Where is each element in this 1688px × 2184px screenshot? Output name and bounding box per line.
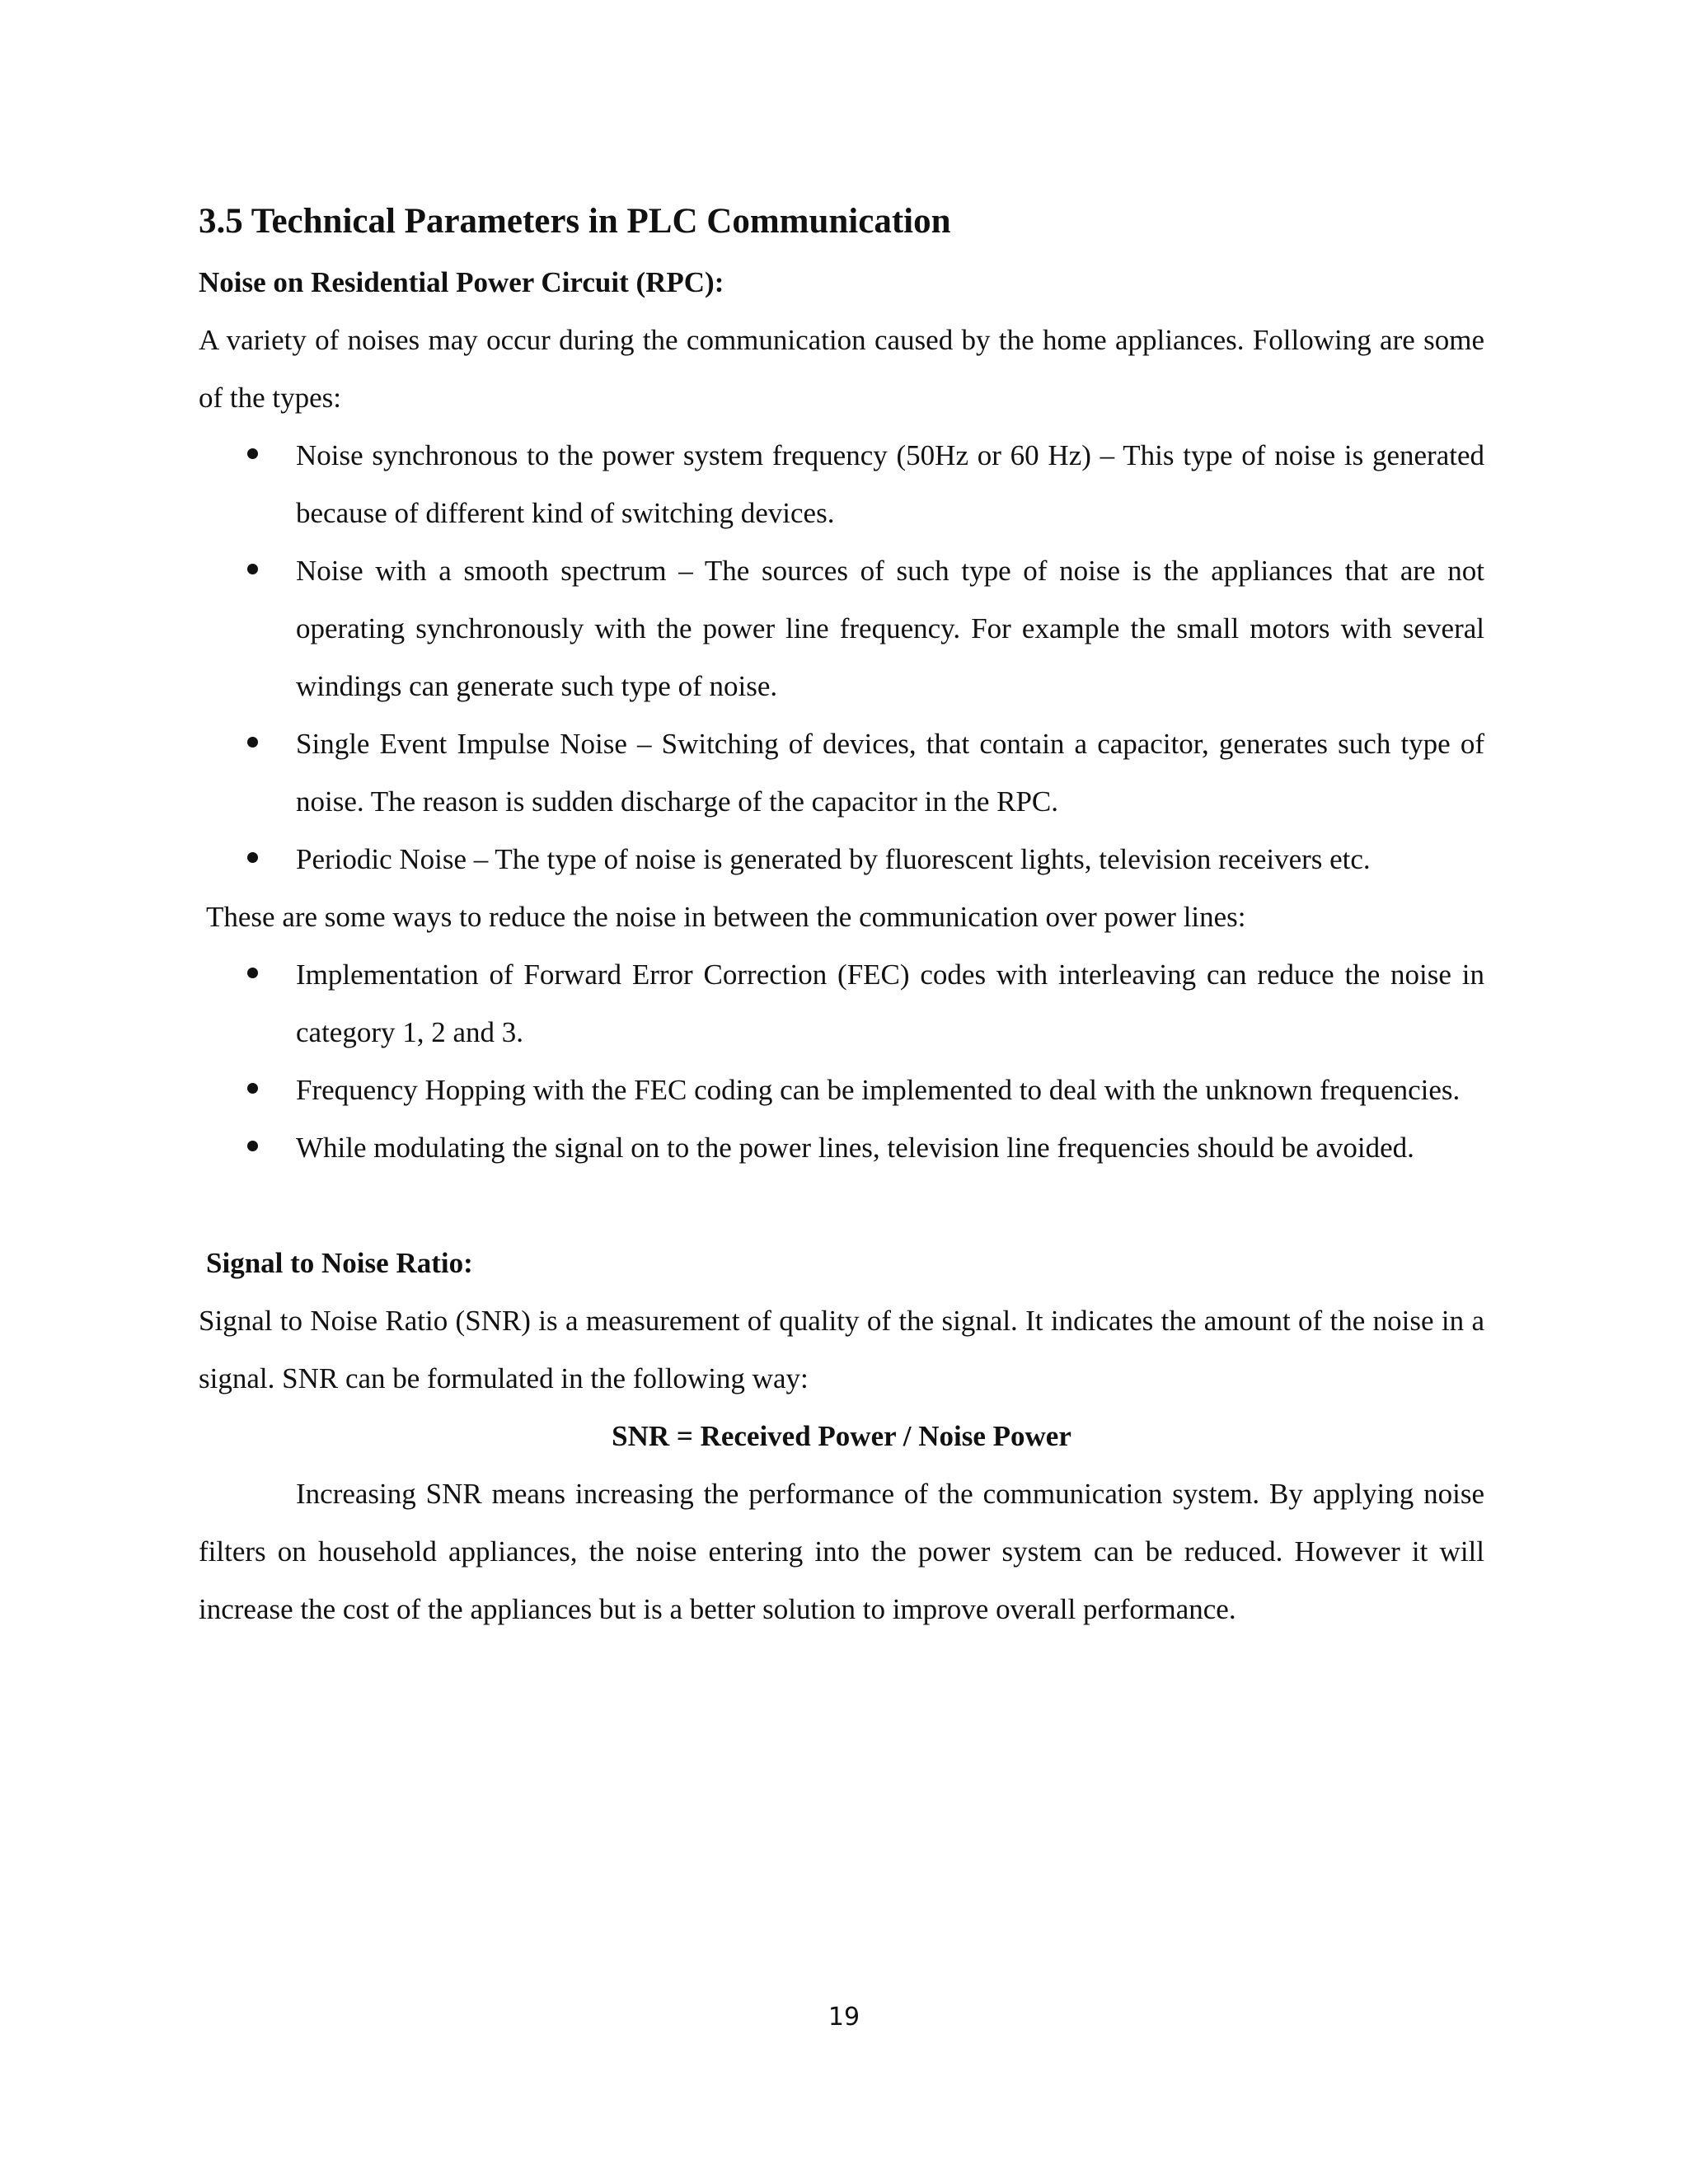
bullet-icon [247,564,258,574]
spacer [199,1177,1484,1235]
bullet-icon [247,1083,258,1094]
reduce-intro: These are some ways to reduce the noise in between the communication over power lines: [206,901,1246,933]
snr-definition: Signal to Noise Ratio (SNR) is a measurement of quality of the signal. It indicates the amount of the noise in a signal. SNR can be formulated in the following way: [199,1305,1484,1394]
list-item: Noise with a smooth spectrum – The sources of such type of noise is the appliances that are not operating synchronously with the power line frequency. For example the small motors with several windings can generate such type of noise. [199,542,1484,715]
list-item: Implementation of Forward Error Correction (FEC) codes with interleaving can reduce the noise in category 1, 2 and 3. [199,946,1484,1062]
list-item: Periodic Noise – The type of noise is generated by fluorescent lights, television receivers etc. [199,831,1484,888]
noise-heading: Noise on Residential Power Circuit (RPC): [199,266,724,298]
bullet-icon [247,737,258,748]
page-number: 19 [828,2003,860,2032]
list-item: While modulating the signal on to the power lines, television line frequencies should be avoided. [199,1119,1484,1177]
list-item: Frequency Hopping with the FEC coding can be implemented to deal with the unknown frequencies. [199,1062,1484,1119]
bullet-icon [247,1141,258,1151]
list-item: Single Event Impulse Noise – Switching of devices, that contain a capacitor, generates such type of noise. The reason is sudden discharge of the capacitor in the RPC. [199,715,1484,831]
bullet-icon [247,852,258,863]
snr-formula: SNR = Received Power / Noise Power [612,1420,1071,1452]
list-item: Noise synchronous to the power system frequency (50Hz or 60 Hz) – This type of noise is generated because of different kind of switching devices. [199,427,1484,542]
bullet-icon [247,448,258,459]
snr-discussion: Increasing SNR means increasing the performance of the communication system. By applying noise filters on household appliances, the noise entering into the power system can be reduced. However it will increase the cost of the appliances but is a better solution to improve overall performance. [199,1478,1484,1625]
noise-intro: A variety of noises may occur during the communication caused by the home appliances. Following are some of the types: [199,324,1484,414]
bullet-icon [247,968,258,978]
noise-reduction-list [199,946,1484,1177]
section-title: 3.5 Technical Parameters in PLC Communication [199,202,951,241]
page-content [199,190,1484,1638]
noise-types-list [199,427,1484,888]
snr-heading: Signal to Noise Ratio: [206,1247,473,1279]
